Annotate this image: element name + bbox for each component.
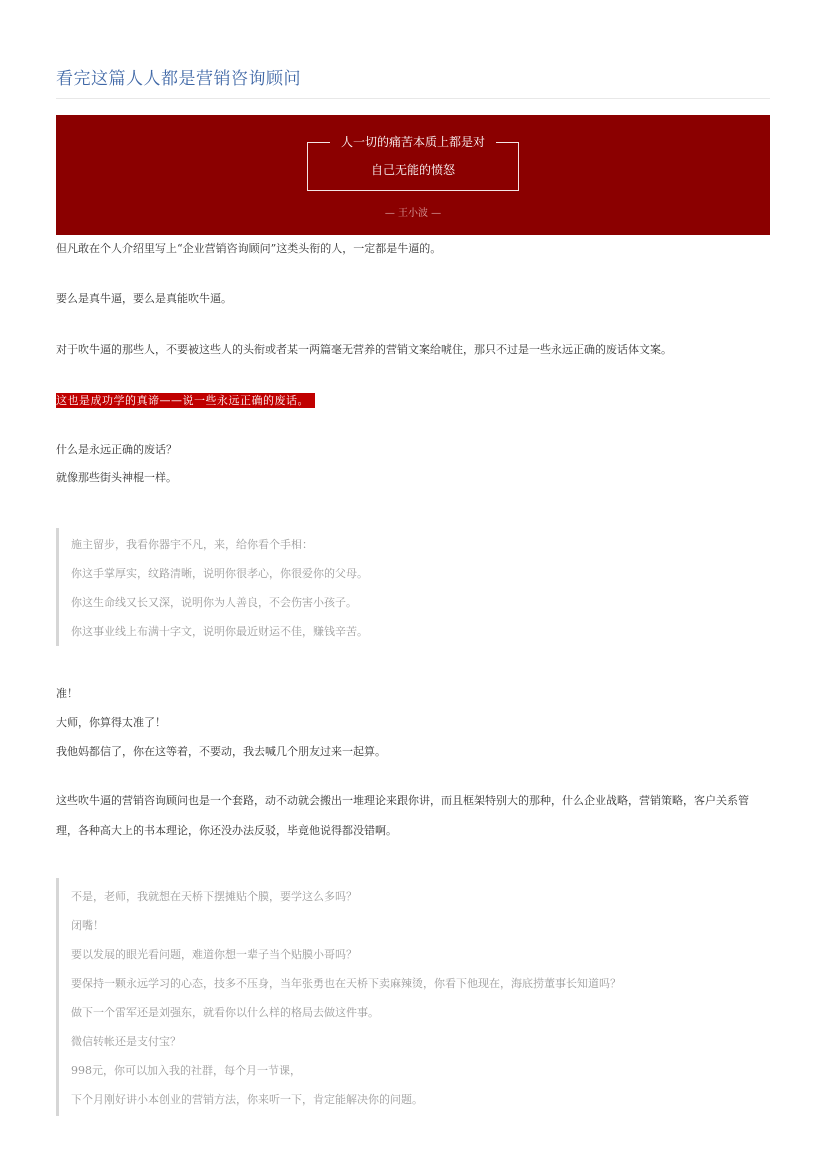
blockquote-dialogue xyxy=(56,878,768,1116)
quote-line: 要保持一颗永远学习的心态，技多不压身，当年张勇也在天桥下卖麻辣烫，你看下他现在，海底捞董事长知道吗？ xyxy=(71,977,621,990)
quote-line: 要以发展的眼光看问题，难道你想一辈子当个贴膜小哥吗？ xyxy=(71,948,357,961)
quote-line: 不是，老师，我就想在天桥下摆摊贴个膜，要学这么多吗？ xyxy=(71,890,357,903)
quote-line: 下个月刚好讲小本创业的营销方法，你来听一下，肯定能解决你的问题。 xyxy=(71,1093,423,1106)
article-title: 看完这篇人人都是营销咨询顾问 xyxy=(56,69,301,89)
quote-line: 你这手掌厚实，纹路清晰，说明你很孝心，你很爱你的父母。 xyxy=(71,567,368,580)
quote-line: 施主留步，我看你器宇不凡，来，给你看个手相： xyxy=(71,538,313,551)
paragraph: 什么是永远正确的废话？ xyxy=(56,443,177,456)
title-divider xyxy=(56,98,770,99)
quote-line: 998元，你可以加入我的社群，每个月一节课， xyxy=(71,1064,301,1077)
banner-quote-line-1: 人一切的痛苦本质上都是对 xyxy=(340,135,485,149)
quote-frame xyxy=(307,135,519,191)
blockquote-fortune-teller xyxy=(56,528,768,646)
paragraph: 就像那些街头神棍一样。 xyxy=(56,471,177,484)
banner-quote-author: — 王小波 — xyxy=(384,208,442,219)
paragraph: 大师，你算得太准了！ xyxy=(56,716,166,729)
quote-line: 闭嘴！ xyxy=(71,919,104,932)
quote-line: 你这生命线又长又深，说明你为人善良，不会伤害小孩子。 xyxy=(71,596,357,609)
paragraph: 但凡敢在个人介绍里写上“企业营销咨询顾问”这类头衔的人，一定都是牛逼的。 xyxy=(56,242,442,255)
highlighted-sentence: 这也是成功学的真谛——说一些永远正确的废话。 xyxy=(56,393,315,408)
banner-quote-line-2: 自己无能的愤怒 xyxy=(370,163,455,177)
quote-line: 你这事业线上布满十字文，说明你最近财运不佳，赚钱辛苦。 xyxy=(71,625,368,638)
paragraph-consultant: 这些吹牛逼的营销咨询顾问也是一个套路，动不动就会搬出一堆理论来跟你讲，而且框架特别大的那种，什么企业战略，营销策略，客户关系管理，各种高大上的书本理论，你还没办法反驳，毕竟他说得都没错啊。 xyxy=(56,794,749,837)
paragraph: 要么是真牛逼，要么是真能吹牛逼。 xyxy=(56,292,232,305)
quote-line: 做下一个雷军还是刘强东，就看你以什么样的格局去做这件事。 xyxy=(71,1006,379,1019)
quote-line: 微信转帐还是支付宝？ xyxy=(71,1035,181,1048)
paragraph: 准！ xyxy=(56,687,78,700)
quote-banner xyxy=(56,115,770,235)
paragraph: 我他妈都信了，你在这等着，不要动，我去喊几个朋友过来一起算。 xyxy=(56,745,386,758)
paragraph: 对于吹牛逼的那些人，不要被这些人的头衔或者某一两篇毫无营养的营销文案给唬住，那只不过是一些永远正确的废话体文案。 xyxy=(56,343,672,356)
